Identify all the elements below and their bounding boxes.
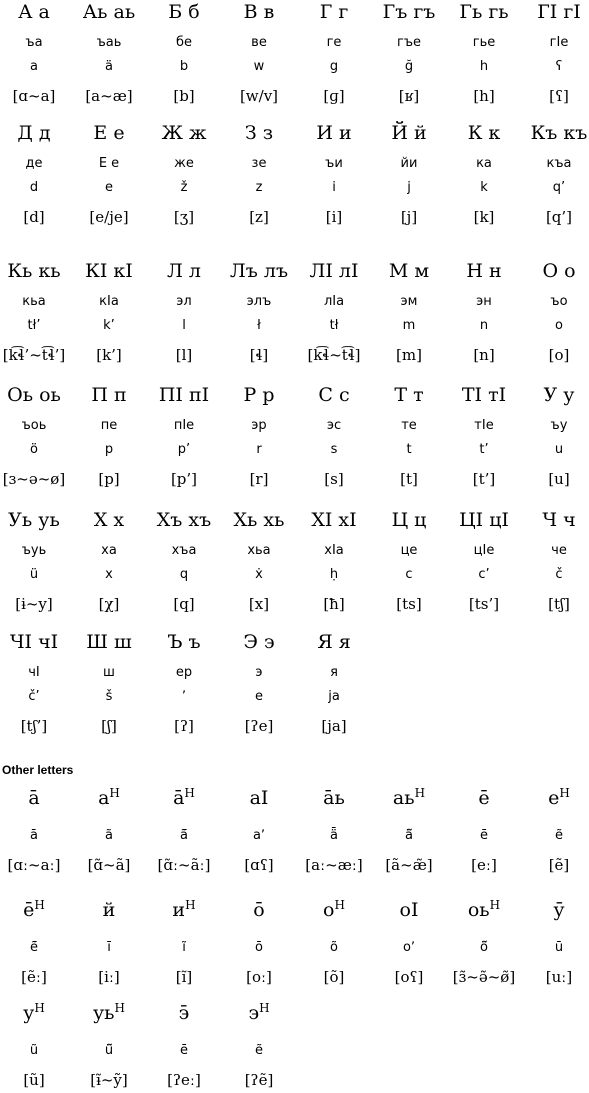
letter-name: ха [101,543,117,558]
letter-name: цӀе [473,543,495,558]
letter-form: Ж ж [161,122,207,144]
letter-name: ъу [550,418,568,433]
ipa-value: [ʃ] [101,717,117,735]
ipa-value: [j] [400,208,418,226]
letter-form: Аь аь [82,1,136,23]
nasal-superscript: Н [184,786,195,800]
ipa-value: [ts] [396,595,422,613]
letter-form: Л л [167,260,201,282]
letter-form: В в [243,1,275,23]
latin-transliteration: ja [328,689,340,704]
latin-transliteration: ü [29,567,39,582]
letter-name: эс [326,418,342,433]
latin-transliteration: ẽ̄ [30,940,38,955]
letter-base: э [248,1002,260,1024]
latin-transliteration: ē [180,1043,188,1058]
letter-base: й [102,899,116,921]
ipa-value: [z] [249,208,269,226]
letter-name: че [551,543,567,558]
latin-transliteration: p [104,442,114,457]
ipa-value: [k͡ɬ~t͡ɬ] [307,346,361,364]
letter-name: ш [103,665,115,680]
latin-transliteration: w [253,59,265,74]
letter-base: оI [399,899,419,921]
latin-transliteration: t’ [479,442,489,457]
ipa-value: [ħ] [323,595,345,613]
letter-name: це [400,543,418,558]
latin-transliteration: ā [30,828,38,843]
letter-form [0,786,72,810]
letter-form: П п [91,384,127,406]
ipa-value: [ɜ~ə~ø] [2,470,66,488]
latin-transliteration: ẽ [555,828,563,843]
letter-form [0,898,72,922]
latin-transliteration: o [555,318,563,333]
latin-transliteration: š [105,689,113,704]
letter-form: ХӀ хӀ [311,509,357,531]
letter-name: хъа [171,543,197,558]
letter-form: Кь кь [7,260,61,282]
letter-name: Е е [98,156,120,171]
letter-form [522,786,589,810]
letter-form: Я я [317,631,351,653]
latin-transliteration: b [179,59,189,74]
letter-name: пӀе [173,418,195,433]
letter-form: Оь оь [7,384,61,406]
letter-form: Ц ц [391,509,427,531]
letter-name: эн [476,294,492,309]
letter-name: хьа [247,543,271,558]
ipa-value: [q] [173,595,195,613]
latin-transliteration: p’ [177,442,191,457]
ipa-value: [ɬ] [249,346,269,364]
ipa-value: [q’] [545,208,573,226]
letter-form: ЛӀ лӀ [309,260,359,282]
letter-form: Х х [93,509,125,531]
ipa-value: [ʕ] [549,87,569,105]
latin-transliteration: r [256,442,262,457]
latin-transliteration: ē [480,828,488,843]
other-letters-heading: Other letters [2,763,74,777]
letter-form: Г г [319,1,349,23]
letter-form [222,786,297,810]
letter-form [297,898,372,922]
letter-form: А а [18,1,50,23]
ipa-value: [w/v] [239,87,279,105]
ipa-value: [t] [400,470,418,488]
letter-form [222,898,297,922]
letter-name: тӀе [474,418,494,433]
latin-transliteration: j [407,180,411,195]
ipa-value: [ẽ] [548,856,570,874]
letter-form [372,898,447,922]
letter-name: къа [546,156,572,171]
latin-transliteration: n [479,318,489,333]
ipa-value: [k] [473,208,495,226]
letter-base: аь [392,787,415,809]
letter-form [72,898,147,922]
letter-name: элъ [246,294,272,309]
ipa-value: [ʔẽ] [244,1071,274,1089]
ipa-value: [ts’] [468,595,500,613]
letter-base: е [548,787,560,809]
ipa-value: [tʃ] [548,595,570,613]
ipa-value: [ɑː~aː] [7,856,61,874]
ipa-value: [ĩ] [175,968,193,986]
latin-transliteration: õ [330,940,338,955]
ipa-value: [ja] [321,717,347,735]
latin-transliteration: l [182,318,186,333]
letter-name: ер [175,665,193,680]
letter-form: ПӀ пӀ [158,384,210,406]
letter-form: Е е [93,122,125,144]
letter-base: оь [467,899,490,921]
letter-name: ъи [325,156,343,171]
latin-transliteration: i [332,180,336,195]
ipa-value: [n] [473,346,495,364]
letter-form [147,898,222,922]
letter-form: Хъ хъ [156,509,212,531]
letter-base: э̄ [178,1002,190,1024]
ipa-value: [b] [173,87,195,105]
latin-transliteration: ğ [404,59,414,74]
letter-name: гӀе [549,35,569,50]
letter-base: уь [93,1002,115,1024]
ipa-value: [s] [324,470,344,488]
latin-transliteration: č’ [28,689,40,704]
latin-transliteration: u [554,442,564,457]
nasal-superscript: Н [114,1001,125,1015]
letter-name: ъуь [21,543,47,558]
letter-form: Хь хь [233,509,285,531]
latin-transliteration: k’ [103,318,115,333]
ipa-value: [ɑ̃ː~ãː] [157,856,211,874]
letter-form: Т т [394,384,424,406]
ipa-value: [t’] [472,470,496,488]
letter-name: ъаь [96,35,122,50]
latin-transliteration: k [480,180,488,195]
letter-name: лӀа [323,294,345,309]
letter-form: ЧӀ чӀ [9,631,59,653]
letter-form [0,1001,72,1025]
ipa-value: [o] [548,346,570,364]
letter-name: те [401,418,417,433]
ipa-value: [õ] [323,968,345,986]
letter-base: о [323,899,335,921]
letter-form [72,1001,147,1025]
latin-transliteration: oʼ [402,940,416,955]
letter-form [147,786,222,810]
letter-base: ē [23,899,35,921]
letter-form: Й й [391,122,427,144]
latin-transliteration: ǟ [330,828,338,843]
letter-form: Ш ш [86,631,132,653]
letter-name: де [25,156,43,171]
ipa-value: [ʒ] [173,208,195,226]
latin-transliteration: ū [554,940,564,955]
nasal-superscript: Н [489,898,501,912]
ipa-value: [ʔ] [174,717,194,735]
nasal-superscript: Н [259,1001,270,1015]
latin-transliteration: ẋ [255,567,263,582]
latin-transliteration: ĩ [182,940,186,955]
ipa-value: [ɑ̃~ã] [87,856,131,874]
letter-form: М м [388,260,430,282]
ipa-value: [d] [23,208,45,226]
letter-form: Гь гь [459,1,509,23]
letter-form [522,898,589,922]
ipa-value: [oː] [246,968,272,986]
ipa-value: [ɑ~a] [12,87,56,105]
ipa-value: [iː] [98,968,120,986]
letter-name: ъо [550,294,568,309]
latin-transliteration: ũ [29,1043,39,1058]
latin-transliteration: tł [329,318,339,333]
ipa-value: [a~æ] [85,87,133,105]
nasal-superscript: Н [34,898,45,912]
latin-transliteration: č [555,567,563,582]
ipa-value: [k͡ɬ’~t͡ɬ’] [2,346,66,364]
latin-transliteration: d [29,180,39,195]
latin-transliteration: q’ [552,180,566,195]
letter-form: ЦӀ цӀ [459,509,509,531]
letter-form: Къ къ [530,122,588,144]
ipa-value: [ɡ] [323,87,345,105]
ipa-value: [ʁ] [398,87,420,105]
latin-transliteration: tł’ [27,318,41,333]
letter-name: пе [100,418,118,433]
letter-form: Д д [17,122,51,144]
ipa-value: [ɑʕ] [244,856,274,874]
letter-base: аI [249,787,269,809]
letter-form [297,786,372,810]
letter-name: бе [175,35,192,50]
nasal-superscript: Н [334,898,345,912]
latin-transliteration: a [30,59,38,74]
ipa-value: [aː~æː] [305,856,363,874]
latin-transliteration: ʕ [555,59,563,74]
letter-base: ē [478,787,490,809]
letter-form: Р р [243,384,275,406]
letter-name: эл [176,294,192,309]
ipa-value: [ɨ~y] [15,595,53,613]
latin-transliteration: ō [255,940,263,955]
letter-name: же [174,156,194,171]
latin-transliteration: t [406,442,412,457]
latin-transliteration: ī [107,940,111,955]
ipa-value: [e/je] [89,208,129,226]
letter-name: зе [251,156,267,171]
latin-transliteration: h [479,59,489,74]
letter-name: ве [251,35,267,50]
letter-name: ъоь [21,418,47,433]
letter-name: эм [400,294,418,309]
latin-transliteration: e [255,689,263,704]
latin-transliteration: ä [105,59,113,74]
letter-name: кьа [22,294,46,309]
letter-form: Лъ лъ [229,260,289,282]
latin-transliteration: c [405,567,413,582]
letter-name: ъа [25,35,43,50]
letter-base: у [23,1002,35,1024]
letter-form [372,786,447,810]
ipa-value: [h] [473,87,495,105]
ipa-value: [uː] [545,968,573,986]
letter-name: йи [400,156,418,171]
ipa-value: [u] [548,470,570,488]
letter-form: К к [467,122,501,144]
ipa-value: [ɜ̃~ə̃~ø̃] [452,968,516,986]
ipa-value: [χ] [98,595,120,613]
latin-transliteration: ä̃ [405,828,413,843]
letter-form [147,1001,222,1025]
letter-form: З з [244,122,274,144]
nasal-superscript: Н [34,1001,45,1015]
ipa-value: [tʃ’] [20,717,48,735]
nasal-superscript: Н [109,786,120,800]
latin-transliteration: s [330,442,338,457]
latin-transliteration: e [105,180,113,195]
letter-form [447,898,522,922]
latin-transliteration: z [255,180,263,195]
ipa-value: [p] [98,470,120,488]
letter-name: хӀа [324,543,344,558]
latin-transliteration: ü̃ [104,1043,114,1058]
ipa-value: [r] [249,470,269,488]
letter-base: и [172,899,186,921]
latin-transliteration: ã [105,828,113,843]
letter-name: э [255,665,263,680]
letter-name: ка [476,156,492,171]
letter-form: Ч ч [542,509,576,531]
latin-transliteration: ž [180,180,188,195]
letter-form: И и [316,122,352,144]
letter-base: ō [253,899,265,921]
letter-form: У у [543,384,575,406]
nasal-superscript: Н [414,786,426,800]
ipa-value: [eː] [471,856,497,874]
ipa-value: [ʔeː] [167,1071,201,1089]
letter-form [222,1001,297,1025]
latin-transliteration: ã̄ [180,828,188,843]
nasal-superscript: Н [185,898,196,912]
latin-transliteration: ẽ [255,1043,263,1058]
letter-form: Ъ ъ [167,631,201,653]
ipa-value: [ã~æ̃] [385,856,433,874]
latin-transliteration: q [179,567,189,582]
letter-form: Н н [466,260,502,282]
letter-name: чӀ [28,665,40,680]
latin-transliteration: aʼ [252,828,266,843]
letter-form: Б б [168,1,200,23]
ipa-value: [m] [396,346,422,364]
ipa-value: [k’] [96,346,122,364]
latin-transliteration: m [402,318,416,333]
letter-base: ā [173,787,185,809]
latin-transliteration: ö̃ [480,940,488,955]
letter-form: С с [318,384,350,406]
letter-form: КӀ кӀ [85,260,133,282]
letter-form: Э э [243,631,275,653]
ipa-value: [i] [325,208,343,226]
latin-transliteration: ł [257,318,261,333]
latin-transliteration: ö [30,442,38,457]
letter-name: кӀа [99,294,119,309]
letter-form: Уь уь [8,509,60,531]
latin-transliteration: ḥ [329,567,339,582]
letter-name: гье [472,35,496,50]
letter-base: а [98,787,110,809]
letter-form [447,786,522,810]
letter-name: ге [326,35,342,50]
latin-transliteration: x [105,567,113,582]
ipa-value: [oʕ] [394,968,424,986]
nasal-superscript: Н [559,786,570,800]
ipa-value: [x] [248,595,270,613]
letter-base: ӯ [553,899,565,921]
letter-form: Гъ гъ [382,1,436,23]
letter-name: гъе [396,35,421,50]
letter-name: эр [251,418,267,433]
letter-form: ТӀ тӀ [461,384,507,406]
ipa-value: [ʔe] [244,717,274,735]
latin-transliteration: g [329,59,339,74]
ipa-value: [p’] [170,470,198,488]
letter-base: āь [323,787,345,809]
latin-transliteration: ʼ [181,689,187,704]
letter-form: ГӀ гӀ [537,1,581,23]
letter-base: ā [28,787,40,809]
letter-name: я [330,665,338,680]
ipa-value: [ũ] [23,1071,45,1089]
latin-transliteration: c’ [478,567,490,582]
ipa-value: [ẽː] [21,968,47,986]
ipa-value: [ɨ̃~ỹ] [90,1071,128,1089]
ipa-value: [l] [175,346,193,364]
letter-form: О о [542,260,576,282]
letter-form [72,786,147,810]
